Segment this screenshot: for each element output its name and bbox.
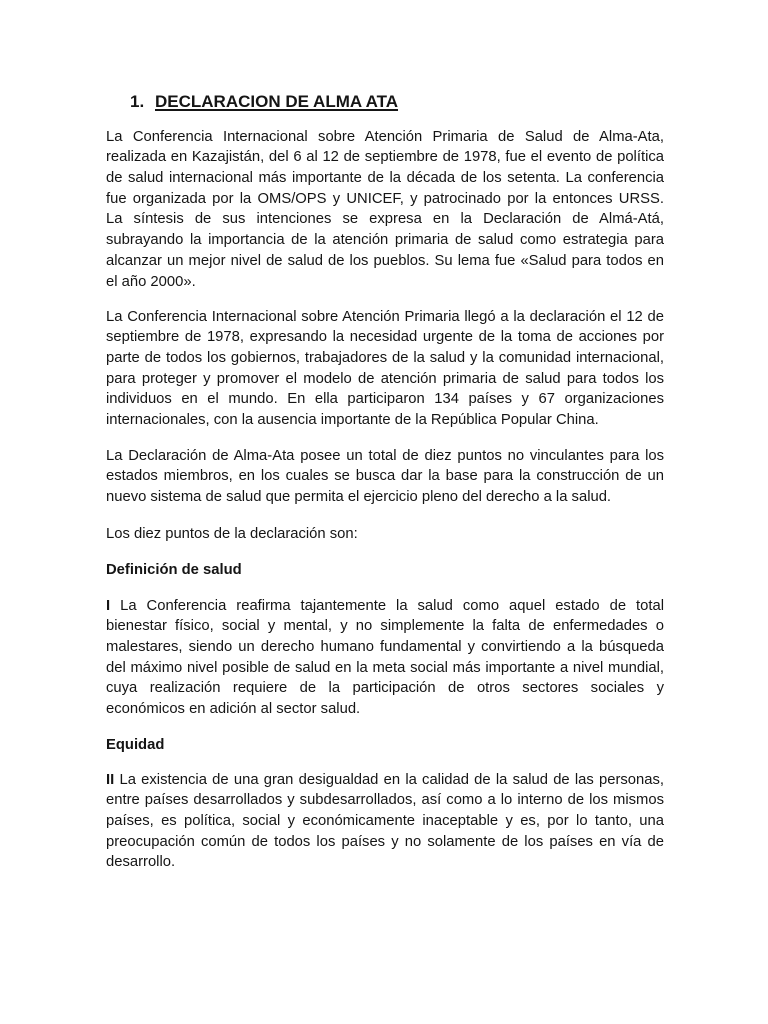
- paragraph-conference-overview: [106, 127, 664, 293]
- text-line: del máximo nivel posible de salud en la meta social más importante a nivel mundial,: [106, 659, 664, 676]
- text-line: malestares, siendo un derecho humano fundamental y convirtiendo a la búsqueda: [106, 639, 664, 655]
- point-numeral: II: [106, 771, 115, 788]
- text-line: La Conferencia Internacional sobre Atención Primaria de Salud de Alma-Ata,: [106, 128, 664, 145]
- paragraph-point-2: [106, 770, 664, 874]
- text-segment: La Conferencia reafirma tajantemente la salud como aquel estado de total: [120, 597, 664, 614]
- text-line: subrayando la importancia de la atención primaria de salud como estrategia para: [106, 232, 664, 249]
- text-line: Los diez puntos de la declaración son:: [106, 525, 358, 542]
- text-line: cuya realización requiere de la participación de otros sectores sociales y: [106, 680, 664, 697]
- text-line: [106, 770, 664, 791]
- section-title: DECLARACION DE ALMA ATA: [155, 92, 399, 111]
- text-line: alcanzar un mejor nivel de salud de los pueblos. Su lema fue «Salud para todos en: [106, 252, 664, 269]
- text-line: estados miembros, en los cuales se busca dar la base para la construcción de un: [106, 468, 664, 485]
- point-numeral: I: [106, 597, 111, 614]
- paragraph-point-1: [106, 596, 664, 720]
- text-line: [106, 596, 664, 617]
- text-line: individuos en el mundo. En ella participaron 134 países y 67 organizaciones: [106, 391, 664, 408]
- text-line: entre países desarrollados y subdesarrollados, así como a lo interno de los mismos: [106, 792, 664, 809]
- text-line: La Conferencia Internacional sobre Atención Primaria llegó a la declaración el 12 de: [106, 308, 664, 325]
- section-number: 1.: [130, 92, 145, 111]
- paragraph-ten-points-summary: [106, 446, 664, 508]
- paragraph-points-intro: [106, 524, 664, 545]
- text-line: desarrollo.: [106, 854, 176, 871]
- text-segment: La existencia de una gran desigualdad en la calidad de la salud de las personas,: [119, 771, 664, 788]
- text-line: para proteger y promover el modelo de atención primaria de salud para todos los: [106, 370, 664, 387]
- text-line: fue organizada por la OMS/OPS y UNICEF, y patrocinado por la entonces URSS.: [106, 190, 664, 207]
- subheading-definicion-de-salud: Definición de salud: [106, 561, 242, 578]
- paragraph-declaration-date: [106, 307, 664, 431]
- text-line: septiembre de 1978, expresando la necesidad urgente de la toma de acciones por: [106, 329, 664, 346]
- text-line: bienestar físico, social y mental, y no simplemente la falta de enfermedades o: [106, 618, 664, 635]
- text-line: internacionales, con la ausencia importante de la República Popular China.: [106, 412, 599, 429]
- text-line: nuevo sistema de salud que permita el ejercicio pleno del derecho a la salud.: [106, 489, 612, 505]
- text-line: de salud internacional más importante de la década de los setenta. La conferencia: [106, 170, 664, 186]
- text-line: económicos en adición al sector salud.: [106, 701, 361, 718]
- text-line: La Declaración de Alma-Ata posee un total de diez puntos no vinculantes para los: [106, 447, 664, 464]
- text-line: La síntesis de sus intenciones se expresa en la Declaración de Almá-Atá,: [106, 211, 664, 228]
- text-line: realizada en Kazajistán, del 6 al 12 de septiembre de 1978, fue el evento de política: [106, 149, 664, 166]
- text-line: el año 2000».: [106, 273, 196, 290]
- text-line: preocupación común de todos los países y no solamente de los países en vía de: [106, 833, 664, 850]
- text-line: países, es política, social y económicamente inaceptable y es, por lo tanto, una: [106, 813, 664, 829]
- text-line: parte de todos los gobiernos, trabajadores de la salud y la comunidad internacional,: [106, 350, 664, 366]
- subheading-equidad: Equidad: [106, 736, 165, 753]
